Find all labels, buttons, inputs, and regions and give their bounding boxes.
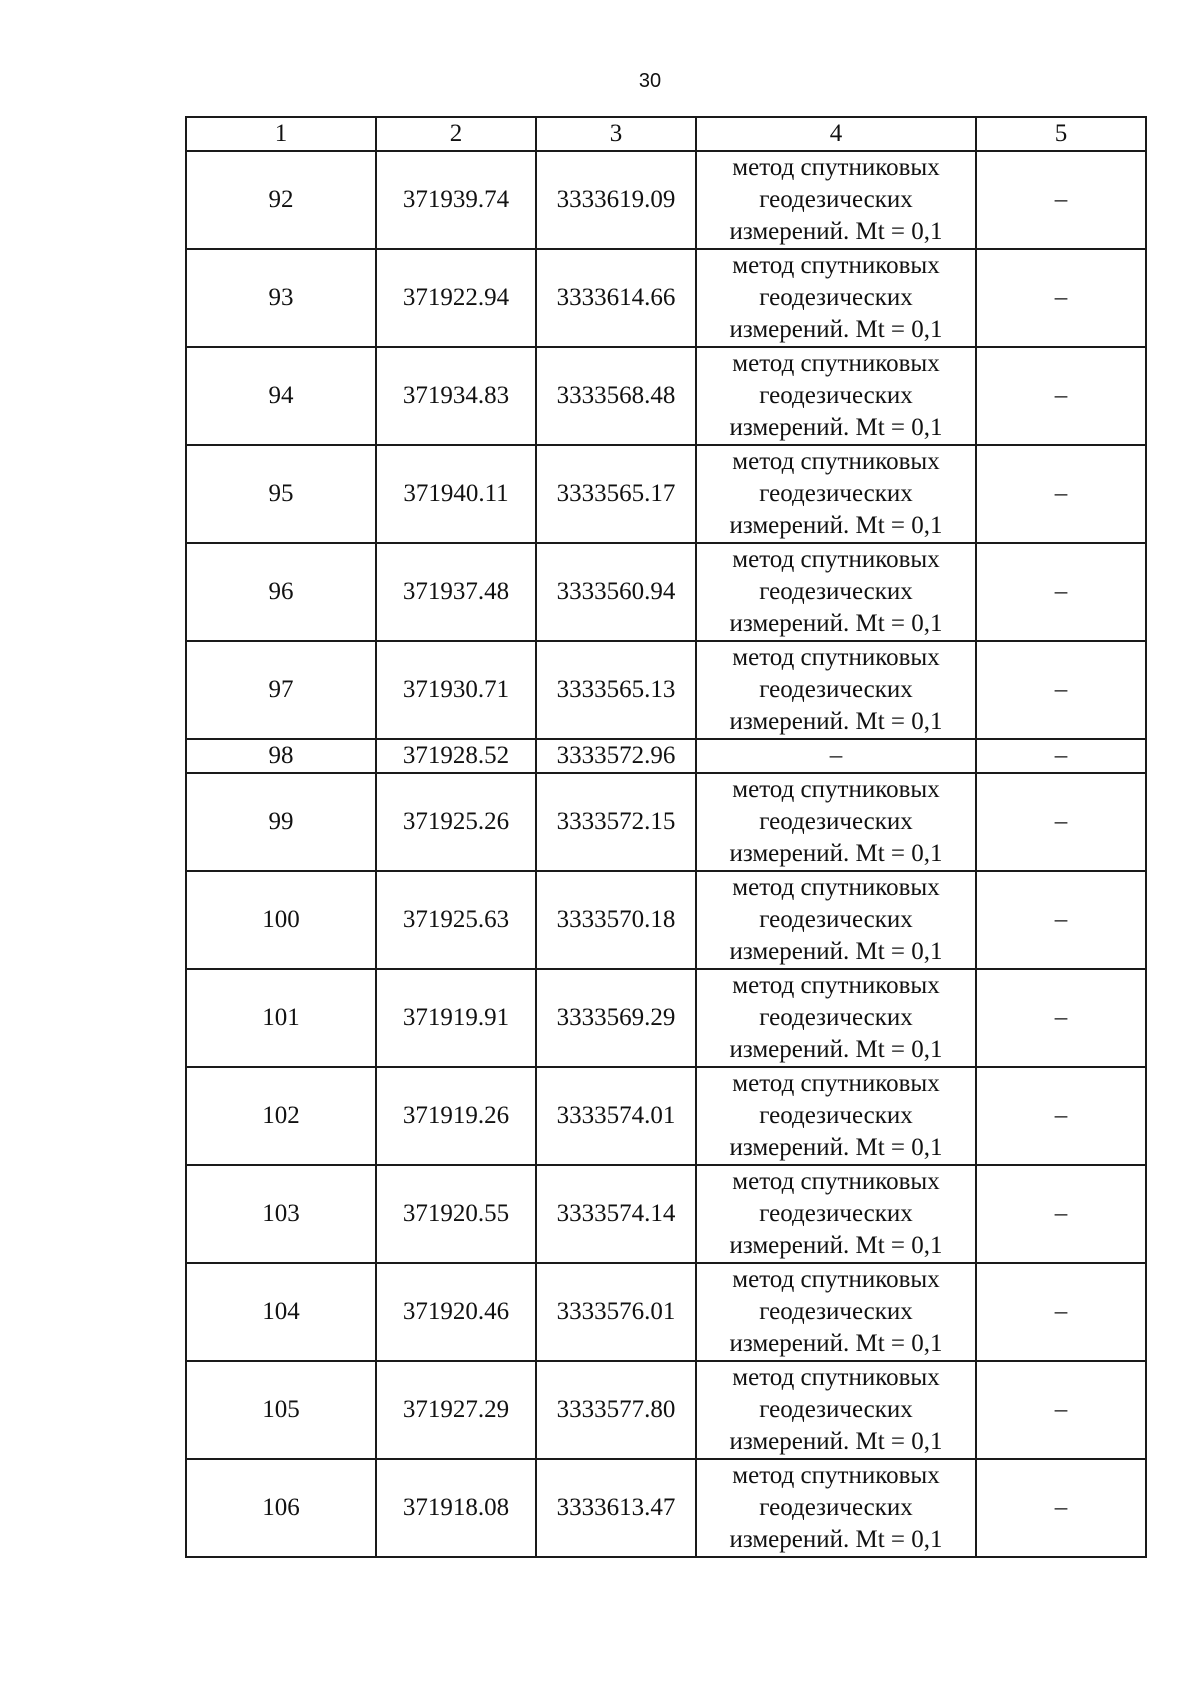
- column-header-2: 2: [376, 117, 536, 151]
- column-header-1: 1: [186, 117, 376, 151]
- page-number: 30: [638, 70, 662, 92]
- method-line: метод спутниковых: [732, 252, 940, 279]
- point-number-cell: 101: [186, 969, 376, 1067]
- table-row: [186, 773, 1146, 871]
- point-number-cell: 94: [186, 347, 376, 445]
- method-cell: [696, 739, 976, 773]
- table-row: [186, 543, 1146, 641]
- method-line: геодезических: [759, 1200, 913, 1227]
- x-coordinate-cell: 371937.48: [376, 543, 536, 641]
- method-line: геодезических: [759, 1494, 913, 1521]
- method-line: метод спутниковых: [732, 1070, 940, 1097]
- x-coordinate-cell: 371928.52: [376, 739, 536, 773]
- point-number-cell: 96: [186, 543, 376, 641]
- x-coordinate-cell: 371920.46: [376, 1263, 536, 1361]
- method-cell: [696, 249, 976, 347]
- y-coordinate-cell: 3333619.09: [536, 151, 696, 249]
- method-line: измерений. Mt = 0,1: [729, 1036, 943, 1063]
- method-line: измерений. Mt = 0,1: [729, 1526, 943, 1553]
- y-coordinate-cell: 3333614.66: [536, 249, 696, 347]
- method-line: геодезических: [759, 808, 913, 835]
- note-cell: –: [976, 773, 1146, 871]
- point-number-cell: 92: [186, 151, 376, 249]
- note-cell: –: [976, 1067, 1146, 1165]
- method-line: геодезических: [759, 1298, 913, 1325]
- method-line: метод спутниковых: [732, 1266, 940, 1293]
- table-row: [186, 871, 1146, 969]
- y-coordinate-cell: 3333572.15: [536, 773, 696, 871]
- x-coordinate-cell: 371940.11: [376, 445, 536, 543]
- method-line: геодезических: [759, 284, 913, 311]
- point-number-cell: 102: [186, 1067, 376, 1165]
- method-line: геодезических: [759, 906, 913, 933]
- method-line: измерений. Mt = 0,1: [729, 708, 943, 735]
- note-cell: –: [976, 641, 1146, 739]
- method-line: измерений. Mt = 0,1: [729, 840, 943, 867]
- point-number-cell: 106: [186, 1459, 376, 1557]
- method-line: метод спутниковых: [732, 1364, 940, 1391]
- table-row: [186, 1459, 1146, 1557]
- point-number-cell: 105: [186, 1361, 376, 1459]
- y-coordinate-cell: 3333569.29: [536, 969, 696, 1067]
- table-row: [186, 1067, 1146, 1165]
- method-line: метод спутниковых: [732, 1462, 940, 1489]
- note-cell: –: [976, 1459, 1146, 1557]
- table-row: [186, 1263, 1146, 1361]
- y-coordinate-cell: 3333577.80: [536, 1361, 696, 1459]
- table-header-row: [186, 117, 1146, 151]
- x-coordinate-cell: 371939.74: [376, 151, 536, 249]
- note-cell: –: [976, 543, 1146, 641]
- x-coordinate-cell: 371919.26: [376, 1067, 536, 1165]
- x-coordinate-cell: 371925.63: [376, 871, 536, 969]
- coordinates-table: [185, 116, 1147, 1558]
- y-coordinate-cell: 3333560.94: [536, 543, 696, 641]
- table-body: [186, 151, 1146, 1557]
- method-line: измерений. Mt = 0,1: [729, 1134, 943, 1161]
- method-line: метод спутниковых: [732, 644, 940, 671]
- x-coordinate-cell: 371919.91: [376, 969, 536, 1067]
- method-line: измерений. Mt = 0,1: [729, 218, 943, 245]
- point-number-cell: 99: [186, 773, 376, 871]
- x-coordinate-cell: 371927.29: [376, 1361, 536, 1459]
- y-coordinate-cell: 3333574.01: [536, 1067, 696, 1165]
- table-row: [186, 1165, 1146, 1263]
- method-line: метод спутниковых: [732, 776, 940, 803]
- method-cell: [696, 151, 976, 249]
- point-number-cell: 100: [186, 871, 376, 969]
- x-coordinate-cell: 371920.55: [376, 1165, 536, 1263]
- table-row: [186, 969, 1146, 1067]
- table-row: [186, 739, 1146, 773]
- method-cell: [696, 347, 976, 445]
- note-cell: –: [976, 249, 1146, 347]
- y-coordinate-cell: 3333570.18: [536, 871, 696, 969]
- point-number-cell: 98: [186, 739, 376, 773]
- point-number-cell: 95: [186, 445, 376, 543]
- method-line: геодезических: [759, 1004, 913, 1031]
- method-cell: [696, 641, 976, 739]
- method-cell: [696, 445, 976, 543]
- table-row: [186, 347, 1146, 445]
- table-row: [186, 1361, 1146, 1459]
- method-line: геодезических: [759, 1102, 913, 1129]
- method-line: метод спутниковых: [732, 1168, 940, 1195]
- method-cell: [696, 543, 976, 641]
- method-line: –: [829, 742, 843, 769]
- method-cell: [696, 1459, 976, 1557]
- method-line: измерений. Mt = 0,1: [729, 938, 943, 965]
- method-line: измерений. Mt = 0,1: [729, 610, 943, 637]
- note-cell: –: [976, 1165, 1146, 1263]
- point-number-cell: 103: [186, 1165, 376, 1263]
- note-cell: –: [976, 347, 1146, 445]
- table-row: [186, 249, 1146, 347]
- method-line: геодезических: [759, 186, 913, 213]
- method-line: измерений. Mt = 0,1: [729, 1232, 943, 1259]
- column-header-4: 4: [696, 117, 976, 151]
- note-cell: –: [976, 445, 1146, 543]
- method-line: метод спутниковых: [732, 448, 940, 475]
- method-line: метод спутниковых: [732, 874, 940, 901]
- y-coordinate-cell: 3333568.48: [536, 347, 696, 445]
- method-line: метод спутниковых: [732, 350, 940, 377]
- note-cell: –: [976, 151, 1146, 249]
- method-cell: [696, 1165, 976, 1263]
- y-coordinate-cell: 3333576.01: [536, 1263, 696, 1361]
- note-cell: –: [976, 871, 1146, 969]
- point-number-cell: 104: [186, 1263, 376, 1361]
- point-number-cell: 97: [186, 641, 376, 739]
- method-line: метод спутниковых: [732, 154, 940, 181]
- method-line: геодезических: [759, 480, 913, 507]
- x-coordinate-cell: 371922.94: [376, 249, 536, 347]
- note-cell: –: [976, 969, 1146, 1067]
- method-cell: [696, 1263, 976, 1361]
- method-line: измерений. Mt = 0,1: [729, 512, 943, 539]
- y-coordinate-cell: 3333565.13: [536, 641, 696, 739]
- method-line: геодезических: [759, 1396, 913, 1423]
- note-cell: –: [976, 1263, 1146, 1361]
- table-row: [186, 151, 1146, 249]
- y-coordinate-cell: 3333572.96: [536, 739, 696, 773]
- y-coordinate-cell: 3333565.17: [536, 445, 696, 543]
- method-line: измерений. Mt = 0,1: [729, 414, 943, 441]
- x-coordinate-cell: 371925.26: [376, 773, 536, 871]
- method-line: геодезических: [759, 382, 913, 409]
- method-cell: [696, 969, 976, 1067]
- x-coordinate-cell: 371918.08: [376, 1459, 536, 1557]
- note-cell: –: [976, 1361, 1146, 1459]
- x-coordinate-cell: 371930.71: [376, 641, 536, 739]
- method-line: геодезических: [759, 578, 913, 605]
- x-coordinate-cell: 371934.83: [376, 347, 536, 445]
- method-line: измерений. Mt = 0,1: [729, 316, 943, 343]
- note-cell: –: [976, 739, 1146, 773]
- column-header-5: 5: [976, 117, 1146, 151]
- method-line: измерений. Mt = 0,1: [729, 1428, 943, 1455]
- y-coordinate-cell: 3333613.47: [536, 1459, 696, 1557]
- method-line: метод спутниковых: [732, 546, 940, 573]
- column-header-3: 3: [536, 117, 696, 151]
- method-cell: [696, 1361, 976, 1459]
- method-cell: [696, 773, 976, 871]
- table-row: [186, 445, 1146, 543]
- y-coordinate-cell: 3333574.14: [536, 1165, 696, 1263]
- method-cell: [696, 1067, 976, 1165]
- method-line: измерений. Mt = 0,1: [729, 1330, 943, 1357]
- method-line: геодезических: [759, 676, 913, 703]
- point-number-cell: 93: [186, 249, 376, 347]
- table-row: [186, 641, 1146, 739]
- method-cell: [696, 871, 976, 969]
- method-line: метод спутниковых: [732, 972, 940, 999]
